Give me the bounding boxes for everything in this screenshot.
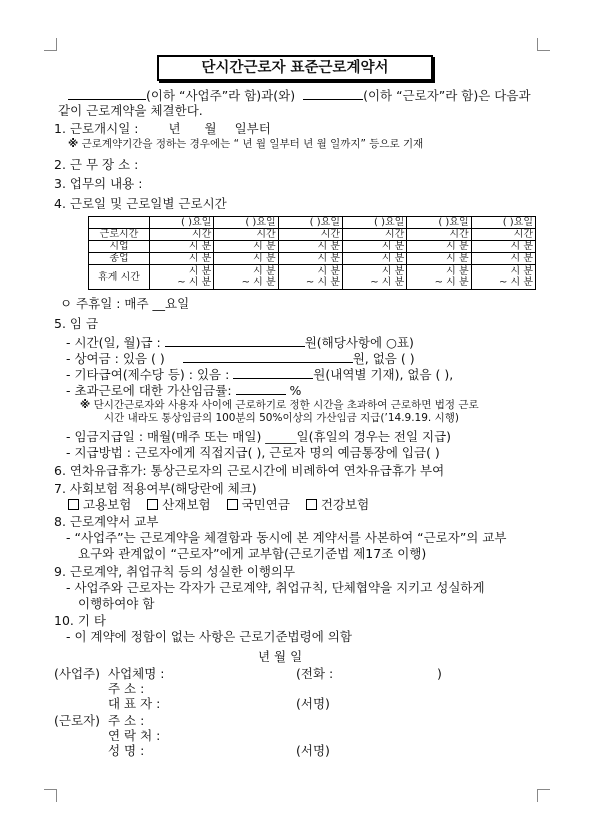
- table-corner: [89, 217, 150, 229]
- hours-cell[interactable]: 시간: [471, 229, 535, 241]
- end-time-cell[interactable]: 시 분: [278, 253, 342, 265]
- end-time-cell[interactable]: 시 분: [150, 253, 214, 265]
- hourly-wage-line: [66, 334, 414, 350]
- intro-line-1: [68, 87, 531, 103]
- work-hours-table: [88, 216, 536, 290]
- hours-cell[interactable]: 시간: [407, 229, 471, 241]
- break-time-cell[interactable]: [150, 265, 214, 290]
- checkbox-icon[interactable]: [68, 499, 79, 510]
- note-mark: ※: [68, 138, 79, 150]
- weekly-holiday: ㅇ 주휴일 : 매주 __요일: [60, 296, 190, 311]
- checkbox-icon[interactable]: [147, 499, 158, 510]
- hourly-wage-label: - 시간(일, 월)급 :: [66, 335, 161, 350]
- section-10-line-1: - 이 계약에 정함이 없는 사항은 근로기준법령에 의함: [66, 629, 352, 644]
- section-2: 2. 근 무 장 소 :: [54, 157, 139, 172]
- section-7-label: 7. 사회보험 적용여부(해당란에 체크): [54, 481, 257, 496]
- day-header: ( )요일: [150, 217, 214, 229]
- section-1-note-tail: 년 월 일부터 년 월 일까지” 등으로 기재: [242, 138, 424, 150]
- overtime-rate-unit: %: [289, 383, 302, 398]
- employer-blank[interactable]: [68, 87, 146, 100]
- business-name-label: 사업체명 :: [108, 666, 165, 681]
- section-4-label: 4. 근로일 및 근로일별 근로시간: [54, 196, 227, 211]
- break-end: ~ 시 분: [434, 277, 469, 288]
- section-3: 3. 업무의 내용 :: [54, 176, 143, 191]
- payday-line: - 임금지급일 : 매월(매주 또는 매일) _____일(휴일의 경우는 전일 지급): [66, 429, 452, 444]
- other-pay-blank[interactable]: [233, 366, 313, 379]
- overtime-note-1: [80, 399, 479, 412]
- day-header: ( )요일: [471, 217, 535, 229]
- break-time-cell[interactable]: [471, 265, 535, 290]
- day-header: ( )요일: [407, 217, 471, 229]
- worker-tag: (근로자): [54, 713, 100, 728]
- section-1-note-text: 근로계약기간을 정하는 경우에는 “: [81, 138, 240, 150]
- overtime-rate-blank[interactable]: [236, 382, 286, 395]
- note-mark: ※: [80, 399, 91, 411]
- representative-label: 대 표 자 :: [108, 696, 161, 711]
- hours-cell[interactable]: 시간: [278, 229, 342, 241]
- section-9-line-1: - 사업주와 근로자는 각자가 근로계약, 취업규칙, 단체협약을 지키고 성실하게: [66, 580, 485, 595]
- start-time-cell[interactable]: 시 분: [214, 241, 278, 253]
- worker-blank[interactable]: [303, 87, 363, 100]
- insurance-option[interactable]: [147, 497, 210, 512]
- start-time-cell[interactable]: 시 분: [471, 241, 535, 253]
- worker-address-label: 주 소 :: [108, 713, 145, 728]
- hourly-wage-blank[interactable]: [165, 334, 305, 347]
- section-1-note: [68, 138, 423, 151]
- break-start: 시 분: [446, 266, 469, 277]
- section-1: [54, 121, 271, 136]
- section-9-label: 9. 근로계약, 취업규칙 등의 성실한 이행의무: [54, 564, 296, 579]
- section-10-label: 10. 기 타: [54, 613, 106, 628]
- table-row-start: [89, 241, 536, 253]
- industrial-accident-label: 산재보험: [162, 497, 211, 512]
- day-header: ( )요일: [214, 217, 278, 229]
- intro-worker-text: (이하 “근로자”라 함)은 다음과: [363, 88, 531, 103]
- row-label-break: 휴게 시간: [89, 265, 150, 290]
- table-row-break: [89, 265, 536, 290]
- section-8-line-1: - “사업주”는 근로계약을 체결함과 동시에 본 계약서를 사본하여 “근로자”의 교부: [66, 530, 507, 545]
- day-header: ( )요일: [278, 217, 342, 229]
- hourly-wage-tail: 원(해당사항에 ○표): [304, 335, 414, 350]
- section-1-label: 1. 근로개시일 :: [54, 121, 139, 136]
- section-6: 6. 연차유급휴가: 통상근로자의 근로시간에 비례하여 연차유급휴가 부여: [54, 463, 445, 478]
- break-time-cell[interactable]: [214, 265, 278, 290]
- table-row-end: [89, 253, 536, 265]
- day-from-label: 일부터: [234, 121, 271, 136]
- overtime-rate-line: [66, 382, 301, 398]
- break-time-cell[interactable]: [407, 265, 471, 290]
- hours-cell[interactable]: 시간: [214, 229, 278, 241]
- break-start: 시 분: [253, 266, 276, 277]
- start-time-cell[interactable]: 시 분: [150, 241, 214, 253]
- signature-date: 년 월 일: [258, 649, 303, 664]
- worker-signature[interactable]: (서명): [296, 743, 330, 758]
- row-label-end: 종업: [89, 253, 150, 265]
- other-pay-label: - 기타급여(제수당 등) : 있음 :: [66, 367, 230, 382]
- section-9-line-2: 이행하여야 함: [78, 596, 155, 611]
- other-pay-line: [66, 366, 453, 382]
- end-time-cell[interactable]: 시 분: [342, 253, 406, 265]
- overtime-rate-label: - 초과근로에 대한 가산임금률:: [66, 383, 232, 398]
- health-insurance-label: 건강보험: [320, 497, 370, 512]
- pay-method-line: - 지급방법 : 근로자에게 직접지급( ), 근로자 명의 예금통장에 입금( ): [66, 445, 440, 460]
- employer-tag: (사업주): [54, 666, 100, 681]
- checkbox-icon[interactable]: [306, 499, 317, 510]
- bonus-tail: 원, 없음 ( ): [352, 351, 415, 366]
- row-label-hours: 근로시간: [89, 229, 150, 241]
- crop-mark-bottom-right: [537, 789, 550, 802]
- row-label-start: 시업: [89, 241, 150, 253]
- intro-line-2: 같이 근로계약을 체결한다.: [58, 103, 203, 118]
- break-time-cell[interactable]: [342, 265, 406, 290]
- bonus-line: [66, 350, 415, 366]
- intro-employer-text: (이하 “사업주”라 함)과(와): [146, 88, 296, 103]
- break-end: ~ 시 분: [370, 277, 405, 288]
- break-end: ~ 시 분: [498, 277, 533, 288]
- end-time-cell[interactable]: 시 분: [471, 253, 535, 265]
- month-label: 월: [204, 121, 217, 136]
- break-start: 시 분: [510, 266, 533, 277]
- table-row-hours: [89, 229, 536, 241]
- checkbox-icon[interactable]: [227, 499, 238, 510]
- table-header-row: [89, 217, 536, 229]
- other-pay-tail: 원(내역별 기재), 없음 ( ),: [313, 367, 454, 382]
- insurance-option[interactable]: [68, 497, 131, 512]
- start-time-cell[interactable]: 시 분: [342, 241, 406, 253]
- break-start: 시 분: [381, 266, 405, 277]
- bonus-blank[interactable]: [183, 350, 353, 363]
- break-end: ~ 시 분: [241, 277, 276, 288]
- start-time-cell[interactable]: 시 분: [407, 241, 471, 253]
- section-5-label: 5. 임 금: [54, 316, 99, 331]
- start-time-cell[interactable]: 시 분: [278, 241, 342, 253]
- document-title: 단시간근로자 표준근로계약서: [157, 55, 433, 81]
- phone-close: ): [437, 666, 442, 681]
- crop-mark-bottom-left: [44, 789, 57, 802]
- crop-mark-top-right: [537, 38, 550, 51]
- employment-insurance-label: 고용보험: [83, 497, 132, 512]
- overtime-note-text-1: 단시간근로자와 사용자 사이에 근로하기로 정한 시간을 초과하여 근로하면 법정 근로: [93, 399, 479, 411]
- worker-name-label: 성 명 :: [108, 743, 145, 758]
- insurance-option[interactable]: [306, 497, 369, 512]
- break-start: 시 분: [188, 266, 212, 277]
- section-8-line-2: 요구와 관계없이 “근로자”에게 교부함(근로기준법 제17조 이행): [78, 546, 427, 561]
- day-header: ( )요일: [342, 217, 406, 229]
- hours-cell[interactable]: 시간: [342, 229, 406, 241]
- section-8-label: 8. 근로계약서 교부: [54, 514, 159, 529]
- contact-label: 연 락 처 :: [108, 728, 161, 743]
- crop-mark-top-left: [44, 38, 57, 51]
- insurance-option[interactable]: [227, 497, 290, 512]
- end-time-cell[interactable]: 시 분: [407, 253, 471, 265]
- overtime-note-2: 시간 내라도 통상임금의 100분의 50%이상의 가산임금 지급(’14.9.19. 시행): [104, 412, 459, 424]
- break-end: ~ 시 분: [177, 277, 212, 288]
- break-time-cell[interactable]: [278, 265, 342, 290]
- year-label: 년: [168, 121, 181, 136]
- phone-label: (전화 :: [296, 666, 334, 681]
- insurance-options: [68, 497, 369, 512]
- hours-cell[interactable]: 시간: [150, 229, 214, 241]
- end-time-cell[interactable]: 시 분: [214, 253, 278, 265]
- employer-address-label: 주 소 :: [108, 681, 145, 696]
- employer-signature[interactable]: (서명): [296, 696, 330, 711]
- national-pension-label: 국민연금: [241, 497, 290, 512]
- break-end: ~ 시 분: [305, 277, 340, 288]
- break-start: 시 분: [317, 266, 340, 277]
- bonus-label: - 상여금 : 있음 ( ): [66, 351, 165, 366]
